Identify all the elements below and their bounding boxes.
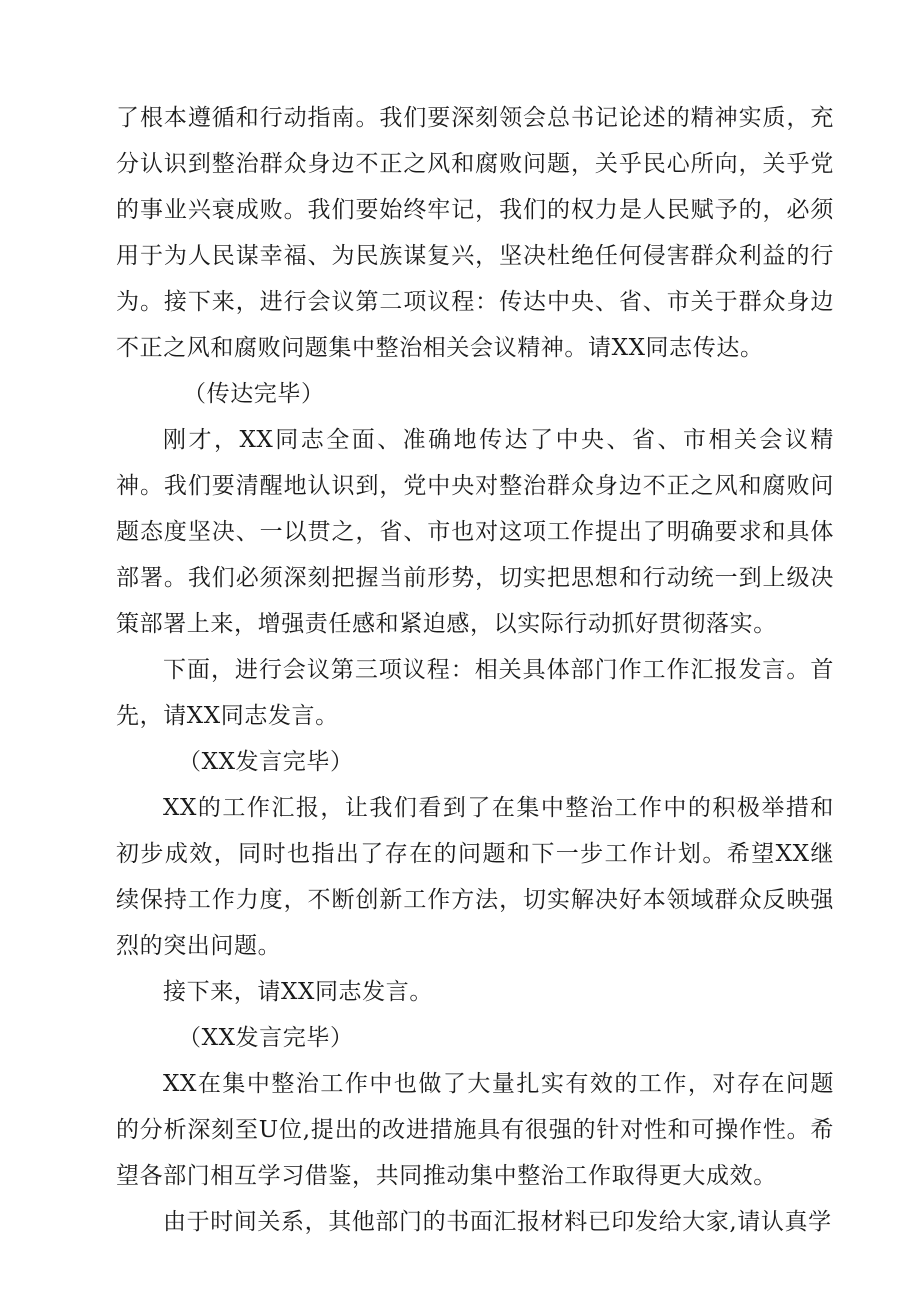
note-speech-complete-1: （XX发言完毕） — [178, 749, 354, 775]
paragraph-1: 了根本遵循和行动指南。我们要深刻领会总书记论述的精神实质，充分认识到整治群众身边不正之风和腐败问题，关乎民心所向，关乎党的事业兴衰成败。我们要始终牢记，我们的权力是人民赋予的，必须用于为人民谋幸福、为民族谋复兴，坚决杜绝任何侵害群众利益的行为。接下来，进行会议第二项议程：传达中央、省、市关于群众身边不正之风和腐败问题集中整治相关会议精神。请XX同志传达。 — [116, 105, 834, 361]
paragraph-4: XX的工作汇报，让我们看到了在集中整治工作中的积极举措和初步成效，同时也指出了存在的问题和下一步工作计划。希望XX继续保持工作力度，不断创新工作方法，切实解决好本领域群众反映强烈的突出问题。 — [116, 795, 834, 959]
paragraph-2: 刚才，XX同志全面、准确地传达了中央、省、市相关会议精神。我们要清醒地认识到，党中央对整治群众身边不正之风和腐败问题态度坚决、一以贯之，省、市也对这项工作提出了明确要求和具体部署。我们必须深刻把握当前形势，切实把思想和行动统一到上级决策部署上来，增强责任感和紧迫感，以实际行动抓好贯彻落实。 — [116, 427, 834, 637]
paragraph-3: 下面，进行会议第三项议程：相关具体部门作工作汇报发言。首先，请XX同志发言。 — [116, 657, 834, 729]
note-speech-complete-2: （XX发言完毕） — [178, 1025, 354, 1051]
paragraph-5: 接下来，请XX同志发言。 — [163, 979, 433, 1005]
note-relay-complete: （传达完毕） — [183, 381, 325, 407]
paragraph-7: 由于时间关系，其他部门的书面汇报材料已印发给大家,请认真学 — [163, 1209, 832, 1235]
document-page — [116, 95, 834, 1245]
paragraph-6: XX在集中整治工作中也做了大量扎实有效的工作，对存在问题的分析深刻至U位,提出的改进措施具有很强的针对性和可操作性。希望各部门相互学习借鉴，共同推动集中整治工作取得更大成效。 — [116, 1071, 834, 1189]
